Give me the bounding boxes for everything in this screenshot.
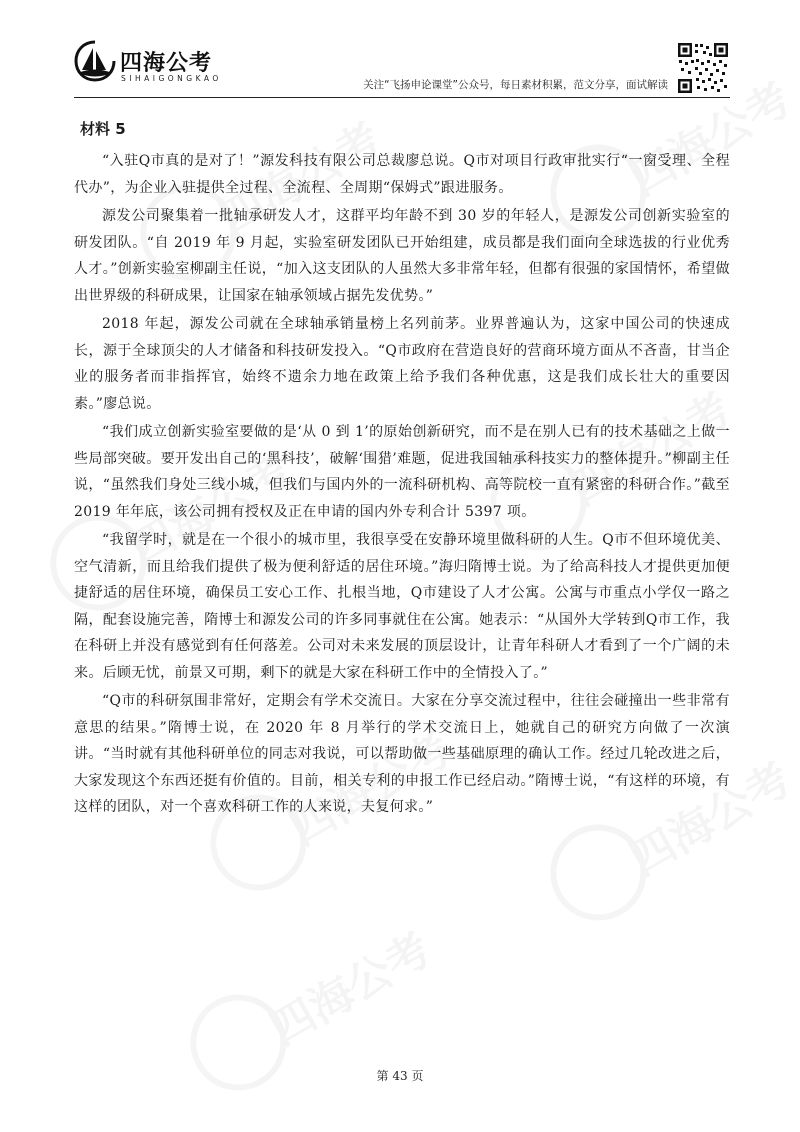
page-header [0, 0, 800, 102]
paragraph: 2018 年起，源发公司就在全球轴承销量榜上名列前茅。业界普遍认为，这家中国公司的快速成长，源于全球顶尖的人才储备和科技研发投入。“Q市政府在营造良好的营商环境方面从不吝啬，甘当企业的服务者而非指挥官，始终不遗余力地在政策上给予我们各种优惠，这是我们成长壮大的重要因素。”廖总说。 [74, 316, 730, 412]
document-body [74, 118, 730, 823]
header-rule [74, 97, 730, 98]
paragraph: 源发公司聚集着一批轴承研发人才，这群平均年龄不到 30 岁的年轻人，是源发公司创新实验室的研发团队。“自 2019 年 9 月起，实验室研发团队已开始组建，成员都是我们面向全球选拔的行业优秀人才。”创新实验室柳副主任说，“加入这支团队的人虽然大多非常年轻，但都有很强的家国情怀，希望做出世界级的科研成果，让国家在轴承领域占据先发优势。” [74, 208, 730, 304]
brand-subtitle: SIHAIGONGKAO [121, 74, 222, 83]
brand-name: 四海公考 [120, 51, 213, 76]
header-slogan: 关注“飞扬申论课堂”公众号，每日素材积累，范文分享，面试解读 [363, 79, 668, 91]
qr-code-icon [677, 42, 729, 94]
brand-logo [74, 40, 234, 92]
paragraph: “我留学时，就是在一个很小的城市里，我很享受在安静环境里做科研的人生。Q市不但环境优美、空气清新，而且给我们提供了极为便利舒适的居住环境。”海归隋博士说。为了给高科技人才提供更加便捷舒适的居住环境，确保员工安心工作、扎根当地，Q市建设了人才公寓。公寓与市重点小学仅一路之隔，配套设施完善，隋博士和源发公司的许多同事就住在公寓。她表示：“从国外大学转到Q市工作，我在科研上并没有感觉到有任何落差。公司对未来发展的顶层设计，让青年科研人才看到了一个广阔的未来。后顾无忧，前景又可期，剩下的就是大家在科研工作中的全情投入了。” [74, 532, 730, 681]
paragraph: “入驻Q市真的是对了！”源发科技有限公司总裁廖总说。Q市对项目行政审批实行“一窗受理、全程代办”，为企业入驻提供全过程、全流程、全周期“保姆式”跟进服务。 [74, 153, 730, 196]
page-number: 第 43 页 [376, 1069, 424, 1083]
section-title: 材料 5 [80, 120, 126, 138]
sailboat-logo-icon [74, 40, 116, 86]
paragraph: “我们成立创新实验室要做的是‘从 0 到 1’的原始创新研究，而不是在别人已有的技术基础之上做一些局部突破。要开发出自己的‘黑科技’，破解‘围猎’难题，促进我国轴承科技实力的整体提升。”柳副主任说，“虽然我们身处三线小城，但我们与国内外的一流科研机构、高等院校一直有紧密的科研合作。”截至 2019 年年底，该公司拥有授权及正在申请的国内外专利合计 5397 项。 [74, 424, 730, 520]
paragraph: “Q市的科研氛围非常好，定期会有学术交流日。大家在分享交流过程中，往往会碰撞出一些非常有意思的结果。”隋博士说，在 2020 年 8 月举行的学术交流日上，她就自己的研究方向做了一次演讲。“当时就有其他科研单位的同志对我说，可以帮助做一些基础原理的确认工作。经过几轮改进之后，大家发现这个东西还挺有价值的。目前，相关专利的申报工作已经启动。”隋博士说，“有这样的环境，有这样的团队，对一个喜欢科研工作的人来说，夫复何求。” [74, 693, 730, 815]
